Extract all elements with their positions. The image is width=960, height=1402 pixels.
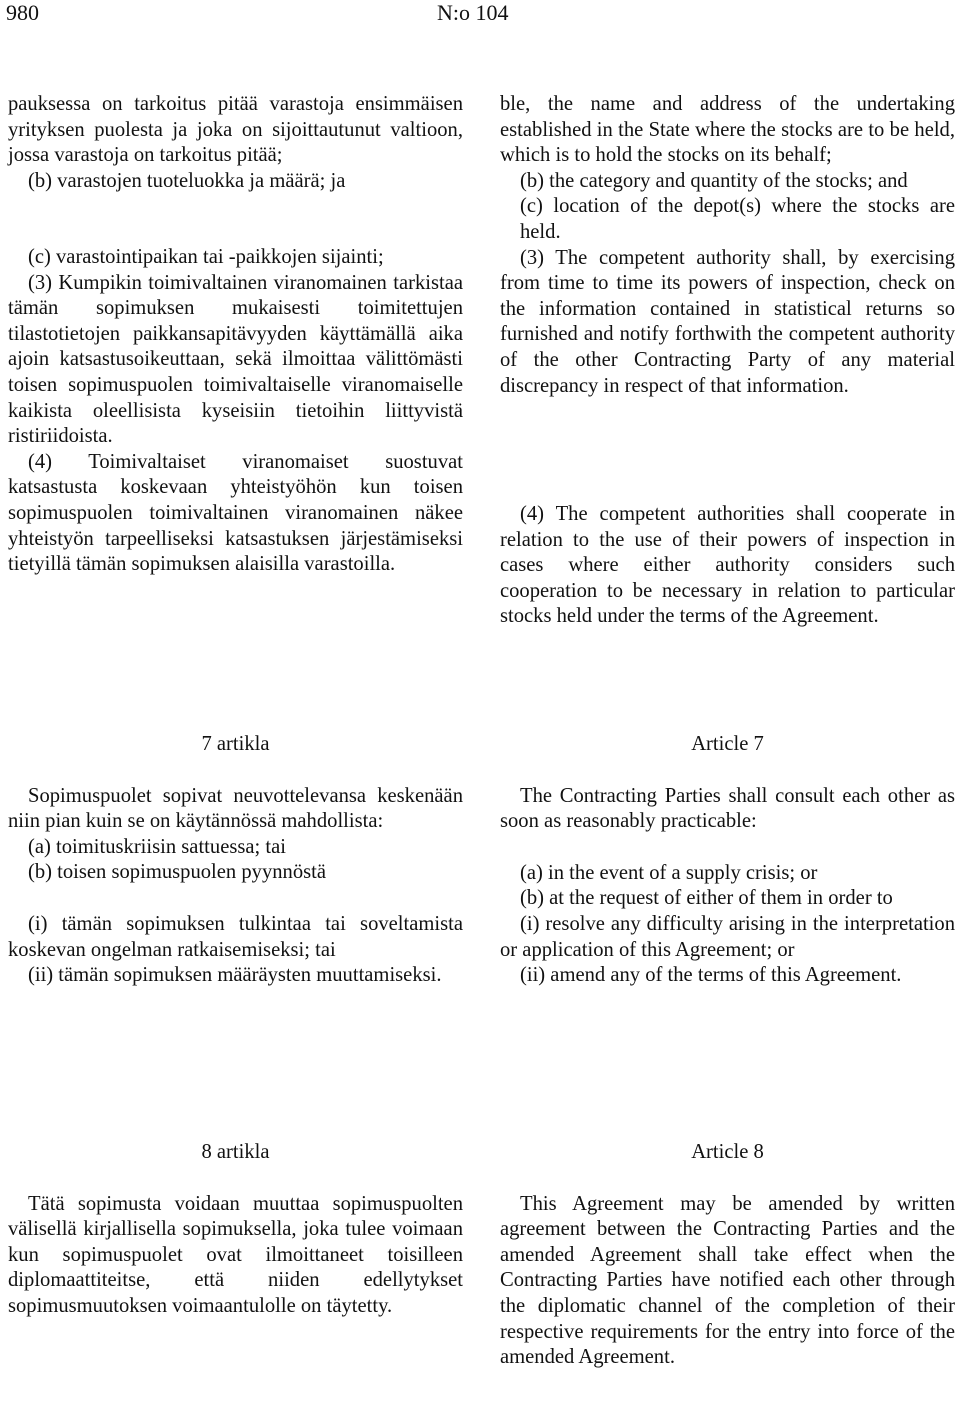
- fi-section-3: [8, 245, 463, 578]
- en-article-7: [500, 732, 955, 989]
- page-header: [0, 0, 960, 30]
- fi-section-2-continued: [8, 92, 463, 194]
- en-paragraph-4: (4) The competent authorities shall cooperate in relation to the use of their powers of inspection in cases where either authority considers such cooperation to be necessary in relation to particular stocks held under the terms of the Agreement.: [500, 503, 955, 628]
- fi-article-8: [8, 1140, 463, 1320]
- en-article-8: [500, 1140, 955, 1371]
- en-article-7-item-ii: (ii) amend any of the terms of this Agreement.: [520, 964, 902, 987]
- en-article-7-title: Article 7: [691, 733, 764, 755]
- fi-paragraph-4: (4) Toimivaltaiset viranomaiset suostuvat katsastusta koskevaan yhteistyöhön kun toisen sopimuspuolen toimivaltainen viranomainen näkee yhteistyön tarpeelliseksi katsastuksen järjestämiseksi tietyillä tämän sopimuksen alaisilla varastoilla.: [8, 450, 463, 576]
- en-item-c: (c) location of the depot(s) where the stocks are held.: [520, 195, 955, 243]
- en-article-7-intro: The Contracting Parties shall consult each other as soon as reasonably practicable:: [500, 784, 955, 833]
- en-article-8-text: This Agreement may be amended by written agreement between the Contracting Parties and the amended Agreement shall take effect when the Contracting Parties have notified each other through the diplomatic channel of the completion of their respective requirements for the entry into force of the amended Agreement.: [500, 1192, 955, 1369]
- en-section-2-continued: [500, 92, 955, 399]
- fi-article-7: [8, 732, 463, 989]
- fi-article-8-title: 8 artikla: [201, 1141, 270, 1163]
- en-article-8-title: Article 8: [691, 1141, 764, 1163]
- en-item-b: (b) the category and quantity of the stocks; and: [520, 169, 908, 192]
- fi-article-7-item-b: (b) toisen sopimuspuolen pyynnöstä: [28, 861, 327, 884]
- fi-paragraph-3: (3) Kumpikin toimivaltainen viranomainen tarkistaa tämän sopimuksen mukaisesti toimitettujen tilastotietojen paikkansapitävyyden käyttämällä aika ajoin katsastusoikeuttaan, sekä ilmoittaa välittömästi toisen sopimuspuolen toimivaltaiselle viranomaiselle kaikista oleellisista kyseisiin tietoihin liittyvistä ristiriidoista.: [8, 271, 463, 448]
- en-article-7-item-i: (i) resolve any difficulty arising in the interpretation or application of this Agreement; or: [500, 912, 955, 961]
- document-number: N:o 104: [437, 0, 509, 25]
- fi-paragraph: pauksessa on tarkoitus pitää varastoja ensimmäisen yrityksen puolesta ja joka on sijoittautunut valtioon, jossa varastoja on tarkoitus pitää;: [8, 93, 463, 167]
- fi-article-8-text: Tätä sopimusta voidaan muuttaa sopimuspuolten välisellä kirjallisella sopimuksella, joka tulee voimaan kun sopimuspuolet ovat ilmoittaneet toisilleen diplomaattiteitse, että niiden edellytykset sopimusmuutoksen voimaantulolle on täytetty.: [8, 1192, 463, 1317]
- fi-item-b: (b) varastojen tuoteluokka ja määrä; ja: [28, 169, 346, 192]
- fi-article-7-item-a: (a) toimituskriisin sattuessa; tai: [28, 835, 286, 858]
- fi-article-7-intro: Sopimuspuolet sopivat neuvottelevansa keskenään niin pian kuin se on käytännössä mahdollista:: [8, 784, 463, 833]
- en-section-4: [500, 502, 955, 630]
- fi-article-7-item-ii: (ii) tämän sopimuksen määräysten muuttamiseksi.: [28, 964, 442, 987]
- fi-item-c: (c) varastointipaikan tai -paikkojen sijainti;: [28, 246, 384, 268]
- page-number: 980: [6, 0, 39, 25]
- en-article-7-item-a: (a) in the event of a supply crisis; or: [520, 861, 818, 884]
- en-article-7-item-b: (b) at the request of either of them in order to: [520, 887, 893, 910]
- fi-article-7-title: 7 artikla: [201, 733, 270, 755]
- en-paragraph-3: (3) The competent authority shall, by exercising from time to time its powers of inspection, check on the information contained in statistical returns so furnished and notify forthwith the competent authority of the other Contracting Party of any material discrepancy in respect of that information.: [500, 246, 955, 397]
- en-paragraph: ble, the name and address of the undertaking established in the State where the stocks are to be held, which is to hold the stocks on its behalf;: [500, 93, 955, 167]
- fi-article-7-item-i: (i) tämän sopimuksen tulkintaa tai soveltamista koskevan ongelman ratkaisemiseksi; tai: [8, 912, 463, 961]
